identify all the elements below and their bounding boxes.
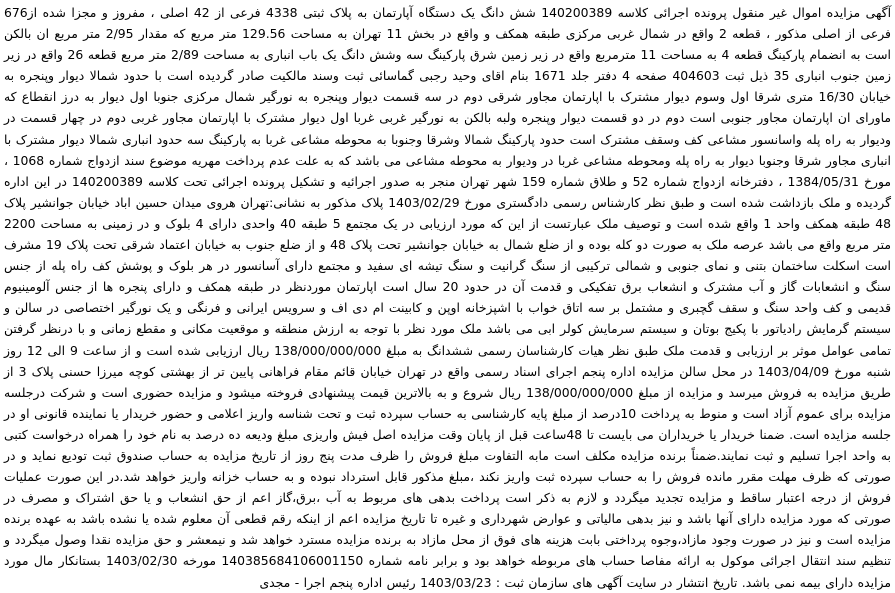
notice-body-text: آگهی مزایده اموال غیر منقول پرونده اجرائی کلاسه 140200389 شش دانگ یک دستگاه آپارتمان به پلاک ثبتی 4338 فرعی از 42 اصلی ، مفروز و مجزا شده از676 فرعی از اصلی مذکور ، قطعه 2 واقع در شمال غربی مرکزی طبقه همکف و واقع در بخش 11 تهران به مساحت 129.56 متر مربع که مقدار 2/95 متر مربع ان بالکن است به انضمام پارکینگ قطعه 4 به مساحت 11 مترمربع واقع در زیر زمین شرق پارکینگ سه وشش دانگ یک باب انباری به مساحت 2/89 متر مربع قطعه 26 واقع در زیر زمین جنوب انباری 35 ذیل ثبت 404603 صفحه 4 دفتر جلد 1671 بنام اقای وحید رجبی گماسائی ثبت وسند مالکیت صادر گردیده است با حدود شمالا دیوار وپنجره به خیابان 16/30 متری شرقا اول وسوم دیوار مشترک با اپارتمان مجاور شرقی دوم در سه قسمت دیوار وپنجره به نورگیر شمال مرکزی جنوبا اول دیوار به درز انقطاع که ماورای ان اپارتمان مجاور جنوبی است دوم در دو قسمت دیوار وپنجره ولبه بالکن به نورگیر غربی غربا اول دیوار مشترک با اپارتمان مجاور غربی دوم در چهار قسمت در ودیوار به راه پله واسانسور مشاعی کف وسقف مشترک است حدود پارکینگ شمالا وشرقا وجنوبا به محوطه مشاعی غربا به پارکینگ سه حدود انباری شمالا دیوار مشترک با انباری مجاور شرقا وجنوبا دیوار به راه پله ومحوطه مشاعی غربا در ودیوار به محوطه مشاعی می باشد که به علت عدم پرداخت مهریه موضوع سند ازدواج شماره 1068 ، مورخ 1384/05/31 ، دفترخانه ازدواج شماره 52 و طلاق شماره 159 شهر تهران منجر به صدور اجرائیه و تشکیل پرونده اجرائی تحت کلاسه 140200389 در این اداره گردیده و ملک بازداشت شده است و طبق نظر کارشناس رسمی دادگستری مورخ 1403/02/29 پلاک مذکور به نشانی:تهران هروی میدان حسین اباد خیابان جوانشیر پلاک 48 طبقه همکف واحد 1 واقع شده است و توصیف ملک عبارتست از این که مورد ارزیابی در یک مجتمع 5 طبقه 40 واحدی دارای 4 بلوک و در زمینی به مساحت 2200 متر مربع واقع می باشد عرصه ملک به صورت دو کله بوده و از ضلع شمال به خیابان جوانشیر تحت پلاک 48 و از ضلع جنوب به خیابان اعتماد شرقی تحت پلاک 19 مشرف است اسکلت ساختمان بتنی و نمای جنوبی و شمالی ترکیبی از سنگ گرانیت و سنگ تیشه ای سفید و مجتمع دارای آسانسور در هر بلوک و پوشش کف راه پله از جنس سنگ و انشعابات گاز و آب مشترک و انشعاب برق تفکیکی و قدمت آن در حدود 20 سال است اپارتمان موردنظر در طبقه همکف و دارای پنجره ها از جنس آلومینیوم قدیمی و کف واحد سنگ و سقف گچبری و مشتمل بر سه اتاق خواب با اشپزخانه اوپن و کابینت ام دی اف و سرویس ایرانی و فرنگی و یک نورگیر اختصاصی در سالن و سیستم گرمایش رادیاتور با پکیج بوتان و سیستم سرمایش کولر ابی می باشد ملک مورد نظر با توجه به ارزش منطقه و موقعیت مکانی و مقطع زمانی و با درنظر گرفتن تمامی عوامل موثر بر ارزیابی و قدمت ملک طبق نظر هیات کارشناسان رسمی ششدانگ به مبلغ 138/000/000/000 ریال ارزیابی شده است و از ساعت 9 الی 12 روز شنبه مورخ 1403/04/09 در محل سالن مزایده اداره پنجم اجرای اسناد رسمی واقع در تهران خیابان قائم مقام فراهانی پایین تر از بهشتی کوچه میرزا حسنی پلاک 3 از طریق مزایده به فروش میرسد و مزایده از مبلغ 138/000/000/000 ریال شروع و به بالاترین قیمت پیشنهادی فروخته میشود و مزایده حضوری است و شرکت درجلسه مزایده برای عموم آزاد است و منوط به پرداخت 10درصد از مبلغ پایه کارشناسی به حساب سپرده ثبت و تحت شناسه واریز اعلامی و حضور خریدار یا نماینده قانونی او در جلسه مزایده است. ضمنا خریدار یا خریداران می بایست تا 48ساعت قبل از پایان وقت مزایده اصل فیش واریزی مبلغ ودیعه ده درصد به نام خود را همراه درخواست کتبی به واحد اجرا تسلیم و ثبت نمایند.ضمناً برنده مزایده مکلف است مابه التفاوت مبلغ فروش را ظرف مدت پنج روز از تاریخ مزایده به حساب صندوق ثبت تودیع نماید و در صورتی که ظرف مهلت مقرر مانده فروش را به حساب سپرده ثبت واریز نکند ،مبلغ مذکور قابل استرداد نبوده و به حساب خزانه واریز خواهد شد.در این صورت عملیات فروش از درجه اعتبار ساقط و مزایده تجدید میگردد و لازم به ذکر است پرداخت بدهی های مربوط به آب ،برق،گاز اعم از حق انشعاب و یا حق اشتراک و مصرف در صورتی که مورد مزایده دارای آنها باشد و نیز بدهی مالیاتی و عوارض شهرداری و غیره تا تاریخ مزایده اعم از اینکه رقم قطعی آن معلوم شده یا نشده باشد به عهده برنده مزایده است و نیز در صورت وجود مازاد،وجوه پرداختی بابت هزینه های فوق از محل مازاد به برنده مزایده مسترد خواهد شد و نیمعشر و حق مزایده نقدا وصول میگردد و تنظیم سند انتقال اجرائی موکول به ارائه مفاصا حساب های مربوطه خواهد بود و برابر نامه شماره 140385684106001150 مورخه 1403/02/30 بستانکار مال مورد مزایده دارای بیمه نمی باشد. تاریخ انتشار در سایت آگهی های سازمان ثبت : 1403/03/23 رئیس اداره پنجم اجرا - مجدی: [4, 5, 892, 590]
auction-notice: [4, 2, 892, 590]
